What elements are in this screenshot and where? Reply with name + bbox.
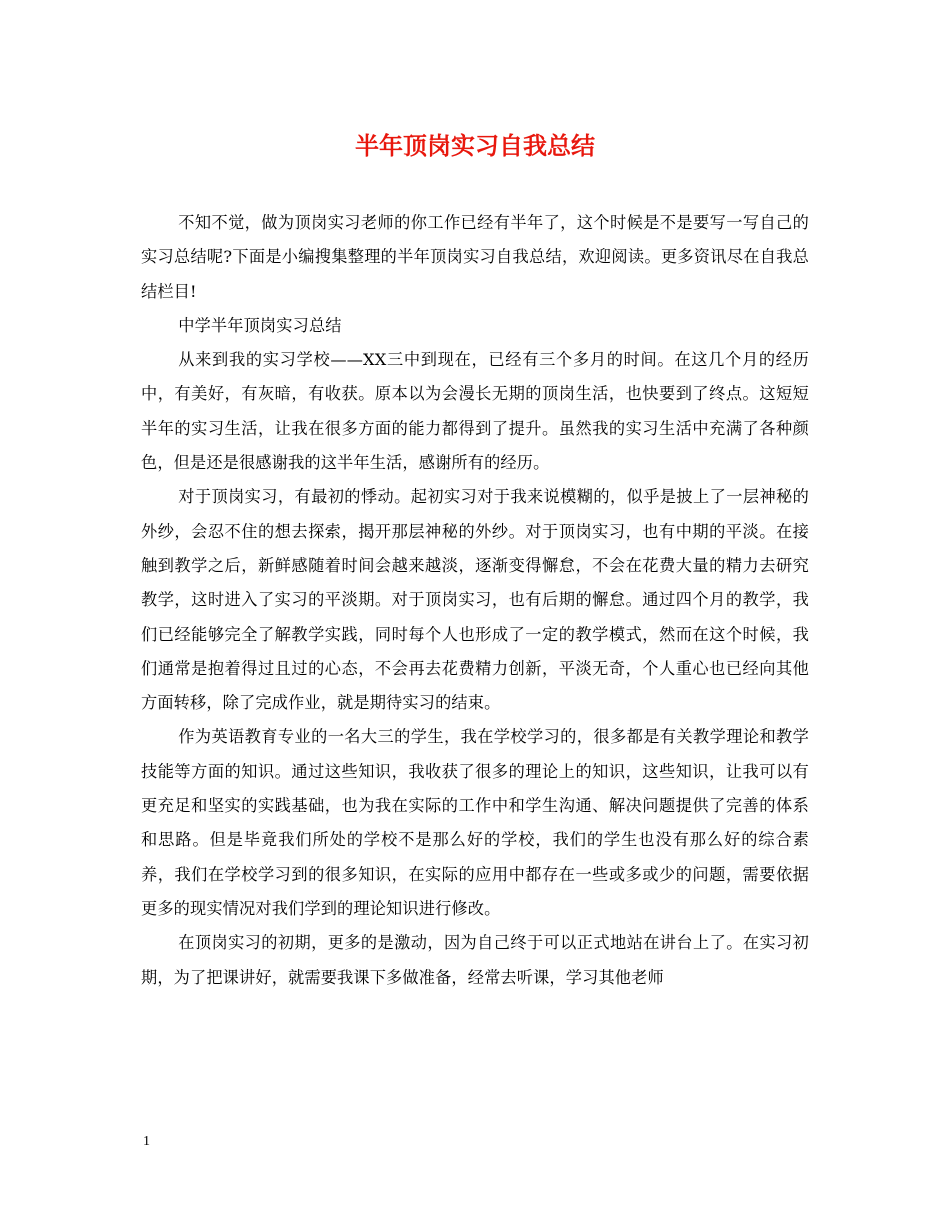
paragraph: 在顶岗实习的初期，更多的是激动，因为自己终于可以正式地站在讲台上了。在实习初期，为了把课讲好，就需要我课下多做准备，经常去听课，学习其他老师 xyxy=(141,933,809,987)
paragraph: 从来到我的实习学校——XX三中到现在，已经有三个多月的时间。在这几个月的经历中，有美好，有灰暗，有收获。原本以为会漫长无期的顶岗生活，也快要到了终点。这短短半年的实习生活，让我在很多方面的能力都得到了提升。虽然我的实习生活中充满了各种颜色，但是还是很感谢我的这半年生活，感谢所有的经历。 xyxy=(141,350,809,473)
page-number: 1 xyxy=(143,1134,150,1149)
paragraph-intro: 不知不觉，做为顶岗实习老师的你工作已经有半年了，这个时候是不是要写一写自己的实习总结呢?下面是小编搜集整理的半年顶岗实习自我总结，欢迎阅读。更多资讯尽在自我总结栏目! xyxy=(141,213,809,301)
paragraph: 对于顶岗实习，有最初的悸动。起初实习对于我来说模糊的，似乎是披上了一层神秘的外纱，会忍不住的想去探索，揭开那层神秘的外纱。对于顶岗实习，也有中期的平淡。在接触到教学之后，新鲜感随着时间会越来越淡，逐渐变得懈怠，不会在花费大量的精力去研究教学，这时进入了实习的平淡期。对于顶岗实习，也有后期的懈怠。通过四个月的教学，我们已经能够完全了解教学实践，同时每个人也形成了一定的教学模式，然而在这个时候，我们通常是抱着得过且过的心态，不会再去花费精力创新，平淡无奇，个人重心也已经向其他方面转移，除了完成作业，就是期待实习的结束。 xyxy=(141,487,809,713)
document-body xyxy=(141,206,809,995)
section-heading: 中学半年顶岗实习总结 xyxy=(178,315,342,335)
document-title: 半年顶岗实习自我总结 xyxy=(355,131,595,160)
paragraph: 作为英语教育专业的一名大三的学生，我在学校学习的，很多都是有关教学理论和教学技能等方面的知识。通过这些知识，我收获了很多的理论上的知识，这些知识，让我可以有更充足和坚实的实践基础，也为我在实际的工作中和学生沟通、解决问题提供了完善的体系和思路。但是毕竟我们所处的学校不是那么好的学校，我们的学生也没有那么好的综合素养，我们在学校学习到的很多知识，在实际的应用中都存在一些或多或少的问题，需要依据更多的现实情况对我们学到的理论知识进行修改。 xyxy=(141,727,809,918)
